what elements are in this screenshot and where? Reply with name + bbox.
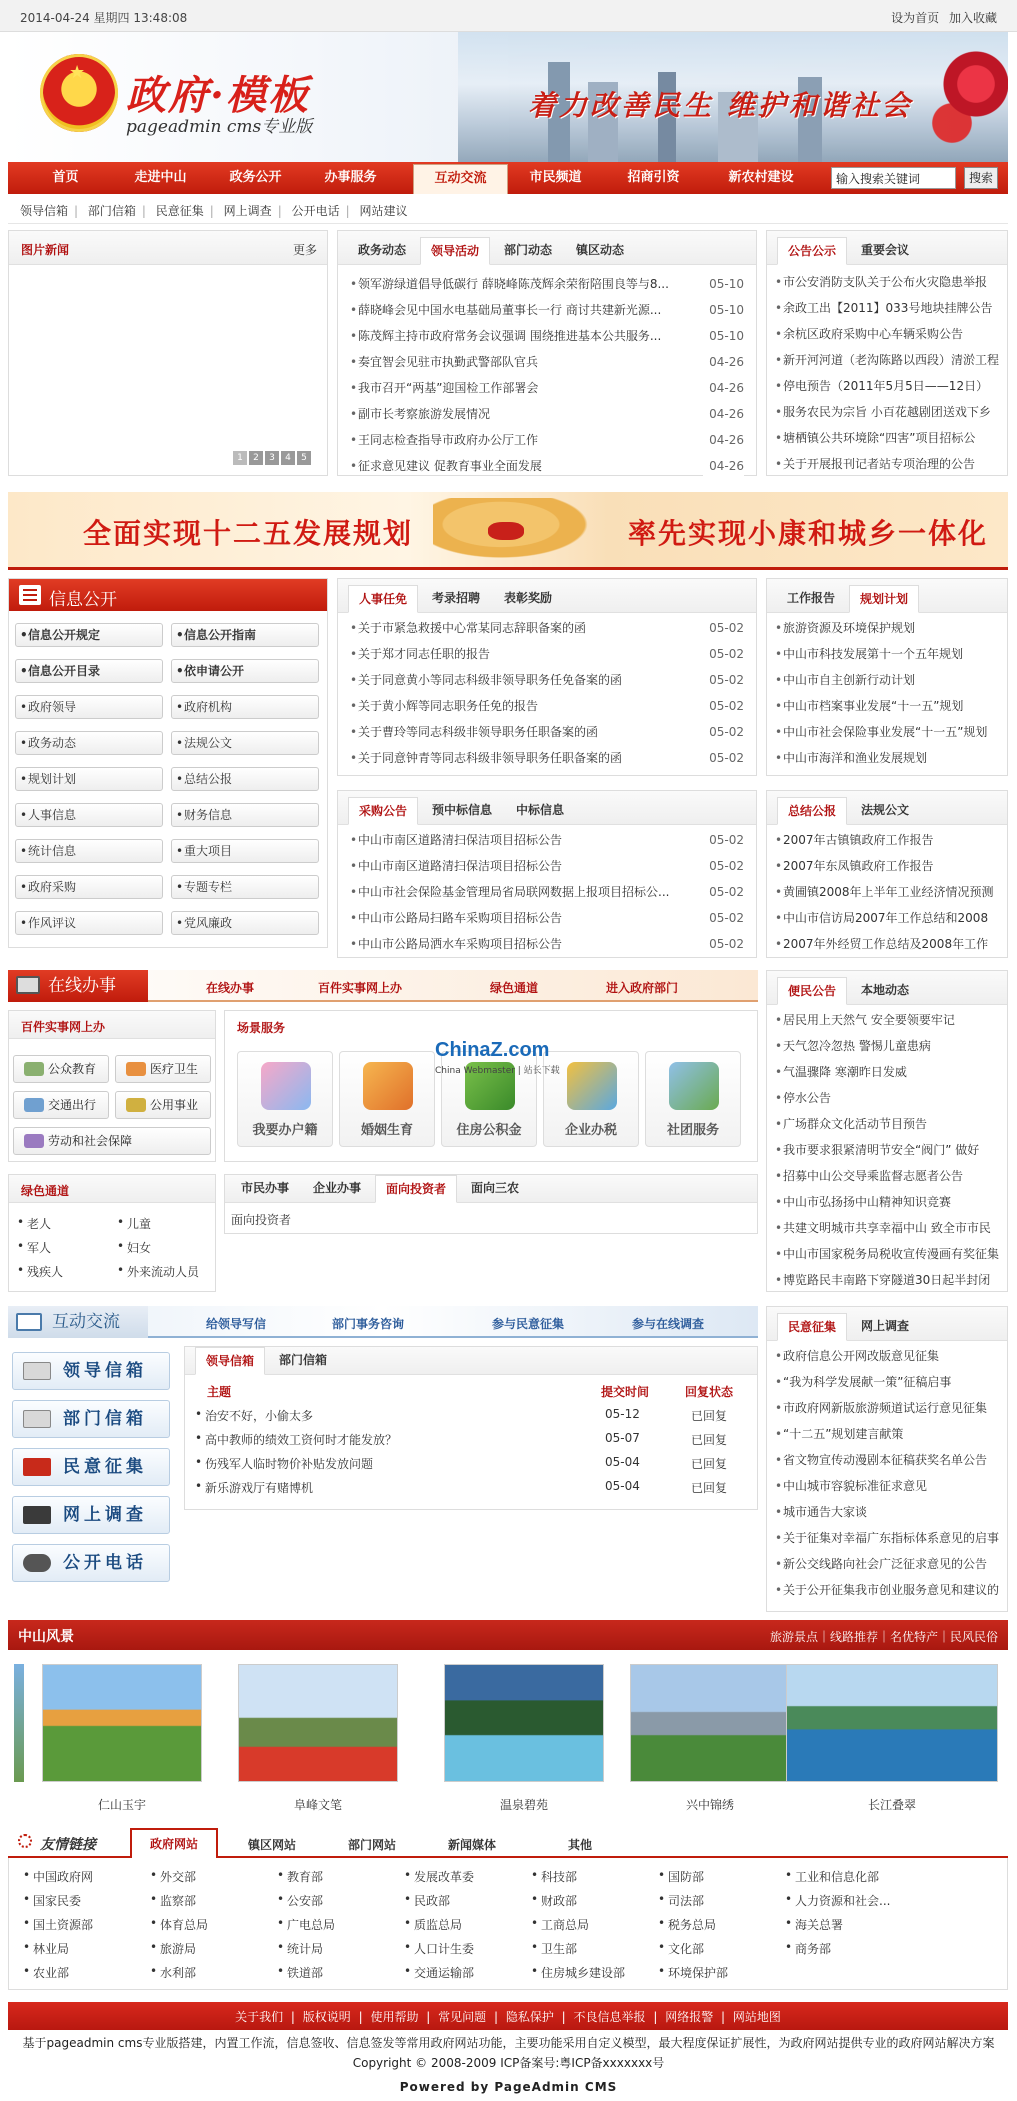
list-item[interactable]: • 2007年古镇镇政府工作报告 (771, 827, 1003, 853)
btn-labor-security[interactable]: 劳动和社会保障 (13, 1127, 211, 1155)
add-favorite-link[interactable]: 加入收藏 (948, 11, 997, 25)
tab-online-survey[interactable]: 网上调查 (861, 1319, 910, 1333)
info-button[interactable]: • 党风廉政 (171, 911, 319, 935)
footer-link[interactable]: 使用帮助 (370, 2010, 419, 2024)
monitor-icon (23, 1506, 51, 1524)
scenery-header (8, 1620, 1008, 1650)
letter-subject[interactable]: • 治安不好，小偷太多 (195, 1407, 575, 1424)
nav-item-rural[interactable]: 新农村建设 (728, 170, 794, 185)
info-button[interactable]: • 规划计划 (15, 767, 163, 791)
slide-pager (233, 451, 311, 465)
document-icon (19, 585, 41, 605)
list-item[interactable]: • 广场群众文化活动节目预告 (771, 1111, 1003, 1137)
powered-by[interactable]: Powered by PageAdmin CMS (399, 2080, 618, 2094)
info-button[interactable]: • 财务信息 (171, 803, 319, 827)
list-item[interactable]: • 征求意见建议 促教育事业全面发展 04-26 (346, 453, 750, 479)
info-button[interactable]: • 政府机构 (171, 695, 319, 719)
info-button[interactable]: • 信息公开规定 (15, 623, 163, 647)
tab-dept-news[interactable]: 部门动态 (504, 243, 553, 257)
friend-link[interactable]: • 监察部 (150, 1892, 270, 1909)
subnav-survey[interactable]: 网上调查 (223, 204, 272, 218)
convenience-list (767, 1005, 1007, 1293)
list-item[interactable]: • 余杭区政府采购中心车辆采购公告 (771, 321, 1003, 347)
subnav-suggest[interactable]: 网站建议 (359, 204, 408, 218)
friend-link[interactable]: • 科技部 (531, 1868, 651, 1885)
friend-link[interactable]: • 工业和信息化部 (785, 1868, 905, 1885)
panel-title: 绿色通道 (21, 1184, 70, 1198)
link-gov-depts[interactable]: 进入政府部门 (606, 981, 679, 995)
tab-convenience[interactable]: 便民公告 (777, 977, 847, 1005)
nav-item-gov-affairs[interactable]: 政务公开 (229, 170, 282, 185)
list-item[interactable]: • 中山市社会保险基金管理局省局联网数据上报项目招标公... 05-02 (346, 879, 750, 905)
btn-medical[interactable]: 医疗卫生 (115, 1055, 211, 1083)
panel-title: 信息公开 (49, 590, 117, 610)
convenience-panel (766, 970, 1008, 1292)
panel-title: 百件实事网上办 (21, 1020, 106, 1034)
tab-media[interactable]: 新闻媒体 (448, 1838, 497, 1852)
list-item[interactable]: • 招募中山公交导乘监督志愿者公告 (771, 1163, 1003, 1189)
svc-enterprise-tax[interactable]: 企业办税 (543, 1051, 639, 1147)
tab-appointments[interactable]: 人事任免 (348, 585, 418, 613)
info-button[interactable]: • 重大项目 (171, 839, 319, 863)
info-button[interactable]: • 依申请公开 (171, 659, 319, 683)
more-link[interactable]: 更多 (292, 243, 317, 257)
friend-link[interactable]: • 中国政府网 (23, 1868, 143, 1885)
set-home-link[interactable]: 设为首页 (891, 11, 940, 25)
col-status: 回复状态 (685, 1385, 734, 1399)
footer-link[interactable]: 版权说明 (302, 2010, 351, 2024)
personnel-panel (337, 578, 757, 776)
friend-link[interactable]: • 公安部 (277, 1892, 397, 1909)
list-item[interactable]: • 关于征集对幸福广东指标体系意见的启事 (771, 1525, 1003, 1551)
hundred-things-panel (8, 1010, 216, 1162)
list-item[interactable]: • 中山市社会保险事业发展“十一五”规划 (771, 719, 1003, 745)
tab-recruitment[interactable]: 考录招聘 (432, 591, 481, 605)
svc-household[interactable]: 我要办户籍 (237, 1051, 333, 1147)
tab-others[interactable]: 其他 (568, 1838, 593, 1852)
info-public-panel (8, 578, 328, 948)
pager-3[interactable]: 3 (265, 451, 279, 465)
footer-link[interactable]: 隐私保护 (505, 2010, 554, 2024)
tab-investors[interactable]: 面向投资者 (375, 1175, 457, 1203)
nav-item-services[interactable]: 办事服务 (324, 170, 377, 185)
list-item[interactable]: • 关于曹玲等同志科级非领导职务任职备案的函 05-02 (346, 719, 750, 745)
main-nav (8, 162, 1008, 194)
green-channel-panel (8, 1174, 216, 1292)
online-service-header (8, 970, 758, 1002)
letter-time: 05-04 (605, 1455, 640, 1469)
btn-public-utility[interactable]: 公用事业 (115, 1091, 211, 1119)
col-time: 提交时间 (601, 1385, 650, 1399)
list-item[interactable]: • 中山市自主创新行动计划 (771, 667, 1003, 693)
footer-link[interactable]: 不良信息举报 (573, 2010, 646, 2024)
friend-link[interactable]: • 体育总局 (150, 1916, 270, 1933)
photo-caption[interactable]: 长江叠翠 (867, 1798, 916, 1812)
list-item[interactable]: • 2007年东凤镇政府工作报告 (771, 853, 1003, 879)
info-button[interactable]: • 信息公开目录 (15, 659, 163, 683)
friend-link[interactable]: • 国防部 (658, 1868, 778, 1885)
scene-service-panel (224, 1010, 758, 1162)
section-title: 中山风景 (18, 1629, 74, 1645)
subnav-leader-mail[interactable]: 领导信箱 (20, 204, 69, 218)
letter-time: 05-04 (605, 1479, 640, 1493)
letter-time: 05-12 (605, 1407, 640, 1421)
tab-gov-sites[interactable]: 政府网站 (130, 1828, 218, 1858)
info-button[interactable]: • 人事信息 (15, 803, 163, 827)
list-item[interactable]: • 关于同意黄小等同志科级非领导职务任免备案的函 05-02 (346, 667, 750, 693)
promo-banner[interactable] (8, 492, 1008, 570)
pager-1[interactable]: 1 (233, 451, 247, 465)
svc-community[interactable]: 社团服务 (645, 1051, 741, 1147)
svc-housing-fund[interactable]: 住房公积金 (441, 1051, 537, 1147)
envelope-icon (23, 1410, 51, 1428)
nav-item-about[interactable]: 走进中山 (134, 170, 187, 185)
list-item[interactable]: • 停水公告 (771, 1085, 1003, 1111)
scenery-photo[interactable] (786, 1664, 998, 1782)
info-button[interactable]: • 法规公文 (171, 731, 319, 755)
letter-subject[interactable]: • 伤残军人临时物价补贴发放问题 (195, 1455, 575, 1472)
friend-link[interactable]: • 文化部 (658, 1940, 778, 1957)
section-title: 互动交流 (8, 1306, 148, 1338)
nav-item-interaction[interactable]: 互动交流 (413, 164, 508, 194)
link-write-leader[interactable]: 给领导写信 (206, 1317, 267, 1331)
picture-news-panel (8, 230, 328, 476)
friend-link[interactable]: • 人口计生委 (404, 1940, 524, 1957)
tab-leader-mail[interactable]: 领导信箱 (195, 1347, 265, 1375)
list-item[interactable]: • 王同志检查指导市政府办公厅工作 04-26 (346, 427, 750, 453)
letters-panel (184, 1346, 758, 1510)
friend-link[interactable]: • 国土资源部 (23, 1916, 143, 1933)
subnav-opinion[interactable]: 民意征集 (155, 204, 204, 218)
dept-mail-button[interactable]: 部门信箱 (12, 1400, 170, 1438)
scenery-photo[interactable] (42, 1664, 202, 1782)
list-item[interactable]: • 2007年外经贸工作总结及2008年工作 (771, 931, 1003, 957)
personnel-list (338, 613, 756, 771)
letter-status: 已回复 (691, 1433, 728, 1447)
list-item[interactable]: • 政府信息公开网改版意见征集 (771, 1343, 1003, 1369)
svc-marriage[interactable]: 婚姻生育 (339, 1051, 435, 1147)
photo-caption[interactable]: 兴中锦绣 (685, 1798, 734, 1812)
search-input[interactable] (831, 167, 956, 189)
friend-link[interactable]: • 交通运输部 (404, 1964, 524, 1981)
friend-link[interactable]: • 民政部 (404, 1892, 524, 1909)
list-item[interactable]: • 关于公开征集我市创业服务意见和建议的 (771, 1577, 1003, 1603)
list-item[interactable]: • 关于黄小辉等同志职务任免的报告 05-02 (346, 693, 750, 719)
list-item[interactable]: • 博览路民丰南路下穿隧道30日起半封闭 (771, 1267, 1003, 1293)
friend-link[interactable]: • 国家民委 (23, 1892, 143, 1909)
business-tabs-panel (224, 1174, 758, 1234)
list-item[interactable]: • 关于同意钟青等同志科级非领导职务任职备案的函 05-02 (346, 745, 750, 771)
info-button[interactable]: • 专题专栏 (171, 875, 319, 899)
pager-5[interactable]: 5 (297, 451, 311, 465)
list-item[interactable]: • 服务农民为宗旨 小百花越剧团送戏下乡 (771, 399, 1003, 425)
photo-caption[interactable]: 仁山玉宇 (97, 1798, 146, 1812)
watermark: ChinaZ.com (435, 1039, 550, 1061)
list-item[interactable]: • 关于郑才同志任职的报告 05-02 (346, 641, 750, 667)
tab-dept-sites[interactable]: 部门网站 (348, 1838, 397, 1852)
tab-work-report[interactable]: 工作报告 (787, 591, 836, 605)
footer-link[interactable]: 常见问题 (438, 2010, 487, 2024)
banner-right-text: 率先实现小康和城乡一体化 (628, 517, 989, 550)
tab-content: 面向投资者 (231, 1213, 292, 1227)
list-item[interactable]: • 陈茂辉主持市政府常务会议强调 围绕推进基本公共服务... 05-10 (346, 323, 750, 349)
tab-meetings[interactable]: 重要会议 (861, 243, 910, 257)
tab-awards[interactable]: 表彰奖励 (504, 591, 553, 605)
footer-link[interactable]: 关于我们 (235, 2010, 284, 2024)
list-item[interactable]: • 天气忽冷忽热 警惕儿童患病 (771, 1033, 1003, 1059)
megaphone-icon (23, 1458, 51, 1476)
btn-public-education[interactable]: 公众教育 (13, 1055, 109, 1083)
tab-pre-bid[interactable]: 预中标信息 (432, 803, 493, 817)
friend-link[interactable]: • 商务部 (785, 1940, 905, 1957)
friend-link[interactable]: • 发展改革委 (404, 1868, 524, 1885)
letter-subject[interactable]: • 新乐游戏厅有赌博机 (195, 1479, 575, 1496)
list-item[interactable]: • “十二五”规划建言献策 (771, 1421, 1003, 1447)
link-dept-consult[interactable]: 部门事务咨询 (332, 1317, 405, 1331)
envelope-icon (16, 1313, 42, 1331)
list-item[interactable]: • 中山城市容貌标准征求意见 (771, 1473, 1003, 1499)
list-item[interactable]: • 停电预告（2011年5月5日——12日） (771, 373, 1003, 399)
friend-link[interactable]: • 统计局 (277, 1940, 397, 1957)
purchase-list (338, 825, 756, 957)
list-item[interactable]: • 我市要求狠紧清明节安全“阀门” 做好 (771, 1137, 1003, 1163)
info-button[interactable]: • 作风评议 (15, 911, 163, 935)
list-item[interactable]: • 中山市信访局2007年工作总结和2008 (771, 905, 1003, 931)
friend-link[interactable]: • 广电总局 (277, 1916, 397, 1933)
list-item[interactable]: • 市政府网新版旅游频道试运行意见征集 (771, 1395, 1003, 1421)
friend-link[interactable]: • 财政部 (531, 1892, 651, 1909)
list-item[interactable]: • 领军游绿道倡导低碳行 薛晓峰陈茂辉余荣衔陪围良等与8... 05-10 (346, 271, 750, 297)
datetime: 2014-04-24 星期四 13:48:08 (20, 11, 188, 25)
link-icon (18, 1834, 32, 1848)
tab-plans[interactable]: 规划计划 (849, 585, 919, 613)
list-item[interactable]: • 余政工出【2011】033号地块挂牌公告 (771, 295, 1003, 321)
friend-link[interactable]: • 农业部 (23, 1964, 143, 1981)
top-links (891, 9, 997, 26)
friend-links-header (8, 1826, 1008, 1858)
tab-opinion[interactable]: 民意征集 (777, 1313, 847, 1341)
green-item[interactable]: • 儿童 (117, 1215, 151, 1232)
friend-link[interactable]: • 水利部 (150, 1964, 270, 1981)
list-item[interactable]: • 塘栖镇公共环境除“四害”项目招标公 (771, 425, 1003, 451)
tab-leader-activity[interactable]: 领导活动 (420, 237, 490, 265)
list-item[interactable]: • 新开河河道（老沟陈路以西段）清淤工程 (771, 347, 1003, 373)
province-map-image (433, 498, 603, 564)
work-list (767, 613, 1007, 771)
nav-item-investment[interactable]: 招商引资 (627, 170, 680, 185)
green-item[interactable]: • 外来流动人员 (117, 1263, 199, 1280)
list-item[interactable]: • 城市通告大家谈 (771, 1499, 1003, 1525)
list-item[interactable]: • “我为科学发展献一策”征稿启事 (771, 1369, 1003, 1395)
list-item[interactable]: • 省文物宣传动漫剧本征稿获奖名单公告 (771, 1447, 1003, 1473)
tab-town-sites[interactable]: 镇区网站 (248, 1838, 297, 1852)
info-button[interactable]: • 政府采购 (15, 875, 163, 899)
letter-status: 已回复 (691, 1481, 728, 1495)
news-panel (337, 230, 757, 476)
subnav-phone[interactable]: 公开电话 (291, 204, 340, 218)
top-bar (0, 0, 1017, 32)
notice-list (767, 265, 1007, 477)
tab-local-news[interactable]: 本地动态 (861, 983, 910, 997)
copyright: Copyright © 2008-2009 ICP备案号:粤ICP备xxxxxxx号 (352, 2056, 665, 2070)
scenery-photo[interactable] (444, 1664, 604, 1782)
link-online[interactable]: 在线办事 (206, 981, 255, 995)
tab-purchase[interactable]: 采购公告 (348, 797, 418, 825)
green-item[interactable]: • 老人 (17, 1215, 51, 1232)
photo-caption[interactable]: 温泉碧苑 (499, 1798, 548, 1812)
list-item[interactable]: • 关于市紧急救援中心常某同志辞职备案的函 05-02 (346, 615, 750, 641)
list-item[interactable]: • 副市长考察旅游发展情况 04-26 (346, 401, 750, 427)
tab-dept-mail[interactable]: 部门信箱 (279, 1353, 328, 1367)
btn-transport[interactable]: 交通出行 (13, 1091, 109, 1119)
scenery-scroll-edge (14, 1664, 24, 1782)
friend-links-grid (8, 1858, 1008, 1990)
news-list (338, 265, 756, 479)
tab-notice[interactable]: 公告公示 (777, 237, 847, 265)
envelope-icon (23, 1362, 51, 1380)
summary-list (767, 825, 1007, 957)
green-item[interactable]: • 残疾人 (17, 1263, 63, 1280)
list-item[interactable]: • 我市召开“两基”迎国检工作部署会 04-26 (346, 375, 750, 401)
friend-link[interactable]: • 住房城乡建设部 (531, 1964, 651, 1981)
list-item[interactable]: • 中山市南区道路清扫保洁项目招标公告 05-02 (346, 853, 750, 879)
section-title: 友情链接 (40, 1837, 96, 1853)
info-button[interactable]: • 政务动态 (15, 731, 163, 755)
watermark-sub: China Webmaster | 站长下载 (435, 1066, 560, 1076)
list-item[interactable]: • 黄圃镇2008年上半年工业经济情况预测 (771, 879, 1003, 905)
list-item[interactable]: • 市公安消防支队关于公布火灾隐患举报 (771, 269, 1003, 295)
friend-link[interactable]: • 卫生部 (531, 1940, 651, 1957)
tab-citizen-biz[interactable]: 市民办事 (241, 1181, 290, 1195)
search-button[interactable]: 搜索 (964, 167, 998, 189)
list-item[interactable]: • 共建文明城市共享幸福中山 致全市市民 (771, 1215, 1003, 1241)
list-item[interactable]: • 中山市档案事业发展“十一五”规划 (771, 693, 1003, 719)
letter-status: 已回复 (691, 1409, 728, 1423)
list-item[interactable]: • 居民用上天然气 安全要领要牢记 (771, 1007, 1003, 1033)
summary-panel (766, 790, 1008, 958)
friend-link[interactable]: • 旅游局 (150, 1940, 270, 1957)
friend-link[interactable]: • 司法部 (658, 1892, 778, 1909)
link-green-channel[interactable]: 绿色通道 (490, 981, 539, 995)
opinion-button[interactable]: 民意征集 (12, 1448, 170, 1486)
phone-button[interactable]: 公开电话 (12, 1544, 170, 1582)
scenery-photo[interactable] (238, 1664, 398, 1782)
green-item[interactable]: • 妇女 (117, 1239, 151, 1256)
subnav-dept-mail[interactable]: 部门信箱 (87, 204, 136, 218)
info-button[interactable]: • 统计信息 (15, 839, 163, 863)
banner-left-text: 全面实现十二五发展规划 (83, 517, 414, 550)
tab-enterprise-biz[interactable]: 企业办事 (313, 1181, 362, 1195)
list-item[interactable]: • 关于开展报刊记者站专项治理的公告 (771, 451, 1003, 477)
footer-link[interactable]: 网站地图 (732, 2010, 781, 2024)
list-item[interactable]: • 中山市弘扬扬中山精神知识竞赛 (771, 1189, 1003, 1215)
scenery-photo[interactable] (630, 1664, 790, 1782)
letter-subject[interactable]: • 高中教师的绩效工资何时才能发放？ (195, 1431, 575, 1448)
nav-item-home[interactable]: 首页 (52, 170, 79, 185)
interaction-header (8, 1306, 758, 1338)
col-subject: 主题 (207, 1385, 232, 1399)
opinion-list (767, 1341, 1007, 1603)
friend-link[interactable]: • 人力资源和社会... (785, 1892, 905, 1909)
survey-button[interactable]: 网上调查 (12, 1496, 170, 1534)
list-item[interactable]: • 旅游资源及环境保护规划 (771, 615, 1003, 641)
list-item[interactable]: • 奏宜智会见驻市执勤武警部队官兵 04-26 (346, 349, 750, 375)
photo-caption[interactable]: 阜峰文笔 (293, 1798, 342, 1812)
footer-desc: 基于pageadmin cms专业版搭建，内置工作流，信息签收、信息签发等常用政府网站功能，主要功能采用自定义模型，最大程度保证扩展性，为政府网站提供专业的政府网站解决方案 (22, 2036, 995, 2050)
list-item[interactable]: • 中山市公路局扫路车采购项目招标公告 05-02 (346, 905, 750, 931)
friend-link[interactable]: • 税务总局 (658, 1916, 778, 1933)
panel-title: 场景服务 (237, 1021, 286, 1035)
list-item[interactable]: • 中山市国家税务局税收宣传漫画有奖征集 (771, 1241, 1003, 1267)
tab-rural[interactable]: 面向三农 (471, 1181, 520, 1195)
footer-nav: 关于我们 | 版权说明 | 使用帮助 | 常见问题 | 隐私保护 | 不良信息举报 | 网络报警 | 网站地图 (8, 2002, 1008, 2030)
friend-link[interactable]: • 铁道部 (277, 1964, 397, 1981)
list-item[interactable]: • 气温骤降 寒潮昨日发威 (771, 1059, 1003, 1085)
tab-summary[interactable]: 总结公报 (777, 797, 847, 825)
info-button[interactable]: • 信息公开指南 (171, 623, 319, 647)
national-emblem-icon: ★ (40, 54, 118, 132)
friend-link[interactable]: • 林业局 (23, 1940, 143, 1957)
opinion-panel (766, 1306, 1008, 1612)
letter-time: 05-07 (605, 1431, 640, 1445)
pager-4[interactable]: 4 (281, 451, 295, 465)
friend-link[interactable]: • 海关总署 (785, 1916, 905, 1933)
list-item[interactable]: • 中山市海洋和渔业发展规划 (771, 745, 1003, 771)
purchase-panel (337, 790, 757, 958)
pager-2[interactable]: 2 (249, 451, 263, 465)
list-item[interactable]: • 中山市南区道路清扫保洁项目招标公告 05-02 (346, 827, 750, 853)
logo-subtitle: pageadmin cms专业版 (126, 117, 313, 137)
link-opinion[interactable]: 参与民意征集 (492, 1317, 565, 1331)
friend-link[interactable]: • 质监总局 (404, 1916, 524, 1933)
scenery-links[interactable]: 旅游景点｜线路推荐｜名优特产｜民风民俗 (769, 1630, 998, 1644)
tab-gov-news[interactable]: 政务动态 (358, 243, 407, 257)
tab-regulations[interactable]: 法规公文 (861, 803, 910, 817)
tab-town-news[interactable]: 镇区动态 (576, 243, 625, 257)
info-button[interactable]: • 政府领导 (15, 695, 163, 719)
footer-link[interactable]: 网络报警 (665, 2010, 714, 2024)
panel-title: 图片新闻 (21, 243, 70, 257)
link-hundred-things[interactable]: 百件实事网上办 (318, 981, 403, 995)
friend-link[interactable]: • 教育部 (277, 1868, 397, 1885)
link-survey[interactable]: 参与在线调查 (632, 1317, 705, 1331)
notice-panel (766, 230, 1008, 476)
info-button[interactable]: • 总结公报 (171, 767, 319, 791)
friend-link[interactable]: • 环境保护部 (658, 1964, 778, 1981)
header-banner (8, 32, 1008, 162)
tab-bid-result[interactable]: 中标信息 (516, 803, 565, 817)
sub-nav: 领导信箱 | 部门信箱 | 民意征集 | 网上调查 | 公开电话 | 网站建议 (8, 194, 1008, 224)
nav-item-citizens[interactable]: 市民频道 (529, 170, 582, 185)
section-title: 在线办事 (8, 970, 148, 1002)
header-slogan: 着力改善民生 维护和谐社会 (528, 89, 913, 122)
letter-status: 已回复 (691, 1457, 728, 1471)
phone-icon (23, 1554, 51, 1572)
green-item[interactable]: • 军人 (17, 1239, 51, 1256)
leader-mail-button[interactable]: 领导信箱 (12, 1352, 170, 1390)
friend-link[interactable]: • 外交部 (150, 1868, 270, 1885)
friend-link[interactable]: • 工商总局 (531, 1916, 651, 1933)
work-report-panel (766, 578, 1008, 776)
monitor-icon (16, 976, 40, 994)
list-item[interactable]: • 中山市公路局洒水车采购项目招标公告 05-02 (346, 931, 750, 957)
list-item[interactable]: • 薛晓峰会见中国水电基础局董事长一行 商讨共建新光源... 05-10 (346, 297, 750, 323)
logo-title[interactable]: 政府·模板 (126, 72, 310, 119)
list-item[interactable]: • 中山市科技发展第十一个五年规划 (771, 641, 1003, 667)
list-item[interactable]: • 新公交线路向社会广泛征求意见的公告 (771, 1551, 1003, 1577)
